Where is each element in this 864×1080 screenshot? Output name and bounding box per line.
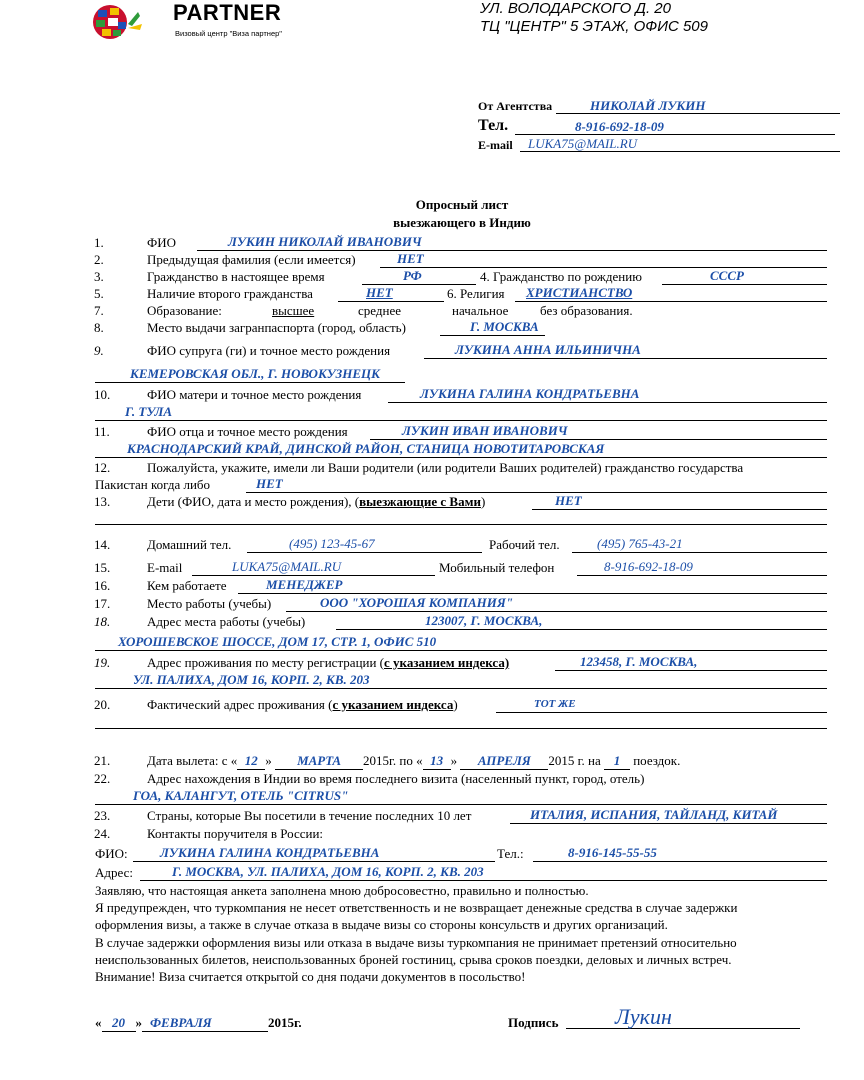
field-20-line2 [95, 728, 827, 729]
field-14-line [247, 552, 482, 553]
field-11-line2 [95, 457, 827, 458]
education-option-none[interactable]: без образования. [540, 303, 633, 318]
field-1-label: ФИО [147, 235, 177, 250]
field-3-value: РФ [403, 268, 422, 283]
field-22-number: 22. [94, 771, 111, 786]
agency-tel-line [515, 134, 835, 135]
field-10-line2 [95, 420, 827, 421]
field-22-label: Адрес нахождения в Индии во время последнего визита (населенный пункт, город, отель) [147, 771, 645, 786]
declaration-line3: оформления визы, а также в случае отказа в выдаче визы со стороны консульств и других организаций. [95, 917, 668, 932]
field-19-value: 123458, Г. МОСКВА, [580, 654, 698, 669]
guarantor-fio-label: ФИО: [95, 846, 128, 861]
declaration-line5: неиспользованных билетов, неиспользованных броней гостиниц, срыва сроков поездки, деловых и личных встреч. [95, 952, 732, 967]
field-19-number: 19. [94, 655, 111, 670]
guarantor-address-value: Г. МОСКВА, УЛ. ПАЛИХА, ДОМ 16, КОРП. 2, КВ. 203 [172, 864, 484, 879]
field-21-day-to: 13 [423, 753, 451, 770]
field-13-label-close: ) [480, 494, 486, 509]
field-16-number: 16. [94, 578, 111, 593]
guarantor-fio-value: ЛУКИНА ГАЛИНА КОНДРАТЬЕВНА [160, 845, 380, 860]
footer-quote-close: » [135, 1015, 142, 1030]
field-5-number: 5. [94, 286, 104, 301]
field-7-label: Образование: [147, 303, 222, 318]
field-15-line [192, 575, 435, 576]
field-6-line [515, 301, 827, 302]
field-14-work-value: (495) 765-43-21 [597, 536, 683, 551]
field-20-value: ТОТ ЖЕ [534, 698, 576, 710]
field-3-label: Гражданство в настоящее время [147, 269, 325, 284]
field-4-value: СССР [710, 268, 744, 283]
field-11-label: ФИО отца и точное место рождения [147, 424, 348, 439]
field-2-value: НЕТ [397, 251, 424, 266]
brand-name: PARTNER [173, 0, 282, 25]
field-5-line [338, 301, 444, 302]
field-14-label: Домашний тел. [147, 537, 232, 552]
field-14-number: 14. [94, 537, 111, 552]
agency-from-label: От Агентства [478, 99, 553, 113]
education-option-primary[interactable]: начальное [452, 303, 509, 318]
field-18-value: 123007, Г. МОСКВА, [425, 613, 543, 628]
field-18-value2: ХОРОШЕВСКОЕ ШОССЕ, ДОМ 17, СТР. 1, ОФИС 510 [118, 634, 437, 649]
field-10-label: ФИО матери и точное место рождения [147, 387, 362, 402]
field-20-label-text: Фактический адрес проживания ( [147, 697, 333, 712]
field-18-line [336, 629, 827, 630]
field-20-line [496, 712, 827, 713]
field-21-number: 21. [94, 753, 111, 768]
education-option-secondary[interactable]: среднее [358, 303, 401, 318]
field-21-day-from: 12 [237, 753, 265, 770]
field-9-value: ЛУКИНА АННА ИЛЬИНИЧНА [455, 342, 641, 357]
header-address-line1: УЛ. ВОЛОДАРСКОГО Д. 20 [480, 0, 671, 17]
logo [88, 2, 168, 42]
footer-quote-open: « [95, 1015, 102, 1030]
field-21-label-c: 2015г. по « [363, 753, 423, 768]
declaration-line1: Заявляю, что настоящая анкета заполнена мною добросовестно, правильно и полностью. [95, 883, 589, 898]
field-9-value2: КЕМЕРОВСКАЯ ОБЛ., Г. НОВОКУЗНЕЦК [130, 366, 380, 381]
field-15-number: 15. [94, 560, 111, 575]
agency-tel-label: Тел. [478, 117, 509, 134]
field-17-number: 17. [94, 596, 111, 611]
field-20-label-bold: с указанием индекса [332, 697, 454, 712]
field-12-line [246, 492, 827, 493]
field-9-line [424, 358, 827, 359]
field-15-mobile-line [577, 575, 827, 576]
field-9-number: 9. [94, 343, 104, 358]
agency-tel-value: 8-916-692-18-09 [575, 119, 664, 134]
guarantor-tel-label: Тел.: [497, 846, 524, 861]
guarantor-address-line [140, 880, 827, 881]
field-10-line [388, 402, 827, 403]
logo-emblem-icon [88, 2, 168, 42]
field-19-label-bold: с указанием индекса) [384, 655, 510, 670]
field-11-value: ЛУКИН ИВАН ИВАНОВИЧ [402, 423, 568, 438]
field-13-label-bold: выезжающие с Вами [359, 494, 481, 509]
field-3-number: 3. [94, 269, 104, 284]
field-24-number: 24. [94, 826, 111, 841]
field-21-label-f: поездок. [633, 753, 681, 768]
field-13-value: НЕТ [555, 493, 582, 508]
field-2-number: 2. [94, 252, 104, 267]
footer-year: 2015г. [268, 1015, 302, 1030]
field-22-line [95, 804, 827, 805]
guarantor-fio-line [133, 861, 495, 862]
footer-month: ФЕВРАЛЯ [142, 1015, 268, 1032]
field-7-number: 7. [94, 303, 104, 318]
field-15-value: LUKA75@MAIL.RU [232, 559, 342, 574]
field-10-value2: Г. ТУЛА [125, 404, 173, 419]
field-23-line [510, 823, 827, 824]
field-23-value: ИТАЛИЯ, ИСПАНИЯ, ТАЙЛАНД, КИТАЙ [530, 807, 778, 822]
field-18-label: Адрес места работы (учебы) [147, 614, 306, 629]
form-title-line1: Опросный лист [415, 197, 509, 212]
signature: Лукин [615, 1004, 672, 1029]
field-18-number: 18. [94, 614, 111, 629]
field-20-label [147, 697, 458, 713]
field-14-work-line [572, 552, 827, 553]
agency-from-value: НИКОЛАЙ ЛУКИН [590, 98, 706, 113]
field-23-label: Страны, которые Вы посетили в течение последних 10 лет [147, 808, 472, 823]
field-8-number: 8. [94, 320, 104, 335]
education-option-higher[interactable]: высшее [272, 303, 315, 318]
field-24-label: Контакты поручителя в России: [147, 826, 324, 841]
field-1-value: ЛУКИН НИКОЛАЙ ИВАНОВИЧ [228, 234, 422, 249]
field-15-label: E-mail [147, 560, 183, 575]
field-13-label-text: Дети (ФИО, дата и место рождения), ( [147, 494, 360, 509]
agency-email-value: LUKA75@MAIL.RU [528, 136, 638, 151]
field-15-mobile-value: 8-916-692-18-09 [604, 559, 693, 574]
field-23-number: 23. [94, 808, 111, 823]
field-19-label [147, 655, 509, 671]
field-16-line [238, 593, 827, 594]
field-12-label2: Пакистан когда либо [95, 477, 211, 492]
field-11-line [370, 439, 827, 440]
field-20-label-close: ) [453, 697, 458, 712]
field-8-line [440, 335, 545, 336]
field-5-label: Наличие второго гражданства [147, 286, 313, 301]
field-8-label: Место выдачи загранпаспорта (город, область) [147, 320, 406, 335]
field-10-value: ЛУКИНА ГАЛИНА КОНДРАТЬЕВНА [420, 386, 640, 401]
field-21-month-to: АПРЕЛЯ [460, 753, 548, 770]
signature-label: Подпись [508, 1015, 559, 1030]
declaration-line2: Я предупрежден, что туркомпания не несет ответственность и не возвращает денежные средства в случае задержки [95, 900, 738, 915]
field-19-label-text: Адрес проживания по месту регистрации ( [147, 655, 385, 670]
field-1-number: 1. [94, 235, 104, 250]
field-6-label: 6. Религия [447, 286, 505, 301]
footer-date [95, 1015, 302, 1032]
field-21-row [147, 753, 680, 770]
field-21-label-a: Дата вылета: с « [147, 753, 238, 768]
field-15-mobile-label: Мобильный телефон [439, 560, 555, 575]
signature-line [566, 1028, 800, 1029]
guarantor-tel-value: 8-916-145-55-55 [568, 845, 657, 860]
field-21-label-e: 2015 г. на [548, 753, 601, 768]
field-13-line [532, 509, 827, 510]
field-4-label: 4. Гражданство по рождению [480, 269, 642, 284]
field-16-label: Кем работаете [147, 578, 227, 593]
field-22-value: ГОА, КАЛАНГУТ, ОТЕЛЬ "CITRUS" [133, 788, 349, 803]
field-17-value: ООО "ХОРОШАЯ КОМПАНИЯ" [320, 595, 514, 610]
field-6-value: ХРИСТИАНСТВО [526, 285, 633, 300]
field-19-line [555, 670, 827, 671]
field-9-label: ФИО супруга (ги) и точное место рождения [147, 343, 391, 358]
field-21-label-d: » [450, 753, 458, 768]
field-4-line [662, 284, 827, 285]
field-2-line [380, 267, 827, 268]
field-8-value: Г. МОСКВА [470, 319, 539, 334]
brand-tagline: Визовый центр "Виза партнер" [175, 29, 282, 38]
field-14-value: (495) 123-45-67 [289, 536, 375, 551]
field-21-label-b: » [265, 753, 272, 768]
field-5-value: НЕТ [366, 285, 393, 300]
field-12-number: 12. [94, 460, 111, 475]
field-1-line [197, 250, 827, 251]
field-11-value2: КРАСНОДАРСКИЙ КРАЙ, ДИНСКОЙ РАЙОН, СТАНИЦА НОВОТИТАРОВСКАЯ [127, 441, 605, 456]
declaration-line4: В случае задержки оформления визы или отказа в выдаче визы туркомпания не принимает претензий относительно [95, 935, 737, 950]
agency-email-label: E-mail [478, 138, 513, 152]
field-12-label: Пожалуйста, укажите, имели ли Ваши родители (или родители Ваших родителей) гражданство государства [147, 460, 744, 475]
field-21-month-from: МАРТА [275, 753, 363, 770]
field-19-value2: УЛ. ПАЛИХА, ДОМ 16, КОРП. 2, КВ. 203 [133, 672, 370, 687]
field-16-value: МЕНЕДЖЕР [266, 577, 343, 592]
footer-day: 20 [102, 1015, 136, 1032]
form-title-line2: выезжающего в Индию [393, 215, 531, 230]
field-18-line2 [95, 650, 827, 651]
field-13-number: 13. [94, 494, 111, 509]
field-14-work-label: Рабочий тел. [489, 537, 560, 552]
field-12-value: НЕТ [256, 476, 283, 491]
field-11-number: 11. [94, 424, 110, 439]
field-13-line2 [95, 524, 827, 525]
field-17-label: Место работы (учебы) [147, 596, 272, 611]
field-13-label [147, 494, 485, 510]
guarantor-address-label: Адрес: [95, 865, 133, 880]
field-17-line [286, 611, 827, 612]
header-address-line2: ТЦ "ЦЕНТР" 5 ЭТАЖ, ОФИС 509 [480, 18, 708, 35]
declaration-line6: Внимание! Виза считается открытой со дня подачи документов в посольство! [95, 969, 526, 984]
field-10-number: 10. [94, 387, 111, 402]
field-21-trips: 1 [604, 753, 630, 770]
field-20-number: 20. [94, 697, 111, 712]
field-2-label: Предыдущая фамилия (если имеется) [147, 252, 356, 267]
guarantor-tel-line [533, 861, 827, 862]
field-19-line2 [95, 688, 827, 689]
field-9-line2 [95, 382, 405, 383]
